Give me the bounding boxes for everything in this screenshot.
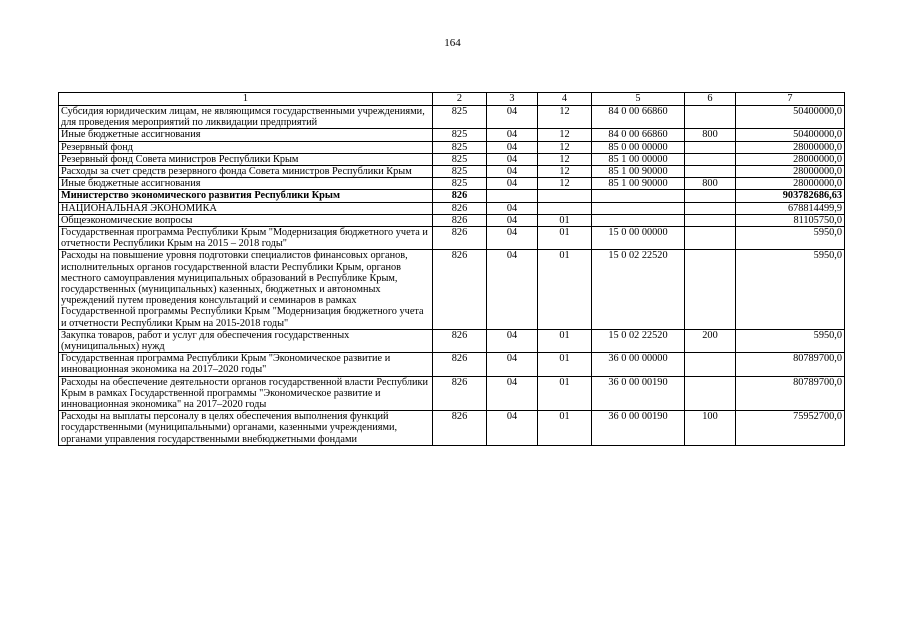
row-name: Субсидия юридическим лицам, не являющимся государственными учреждениями, для проведения мероприятий по ликвидации предприятий (59, 106, 433, 129)
table-row (59, 214, 845, 226)
subsection-code: 01 (538, 214, 592, 226)
column-header-4: 4 (538, 93, 592, 106)
target-article-code: 85 1 00 90000 (592, 178, 685, 190)
target-article-code: 85 1 00 90000 (592, 166, 685, 178)
row-amount: 75952700,0 (736, 411, 845, 446)
expense-type-code: 800 (685, 129, 736, 141)
expense-type-code (685, 190, 736, 202)
row-name: Закупка товаров, работ и услуг для обеспечения государственных (муниципальных) нужд (59, 329, 433, 352)
expense-type-code (685, 353, 736, 376)
row-name: Расходы на обеспечение деятельности органов государственной власти Республики Крым в рамках Государственной программы "Экономическое развитие и инновационная экономика" на 2017–2020 годы (59, 376, 433, 411)
row-amount: 28000000,0 (736, 178, 845, 190)
target-article-code (592, 214, 685, 226)
subsection-code: 01 (538, 250, 592, 329)
section-code: 04 (487, 227, 538, 250)
row-name: Иные бюджетные ассигнования (59, 178, 433, 190)
column-header-7: 7 (736, 93, 845, 106)
section-code: 04 (487, 153, 538, 165)
target-article-code: 84 0 00 66860 (592, 129, 685, 141)
row-name: Государственная программа Республики Крым "Модернизация бюджетного учета и отчетности Республики Крым на 2015 – 2018 годы" (59, 227, 433, 250)
ministry-code: 826 (433, 353, 487, 376)
expense-type-code (685, 376, 736, 411)
subsection-code: 01 (538, 227, 592, 250)
ministry-code: 826 (433, 250, 487, 329)
column-header-6: 6 (685, 93, 736, 106)
row-amount: 5950,0 (736, 250, 845, 329)
budget-table (58, 92, 845, 446)
section-code: 04 (487, 129, 538, 141)
section-code: 04 (487, 166, 538, 178)
section-code: 04 (487, 329, 538, 352)
expense-type-code: 800 (685, 178, 736, 190)
table-row (59, 227, 845, 250)
target-article-code: 15 0 00 00000 (592, 227, 685, 250)
ministry-code: 826 (433, 411, 487, 446)
table-row (59, 141, 845, 153)
table-row (59, 190, 845, 202)
expense-type-code: 200 (685, 329, 736, 352)
row-amount: 50400000,0 (736, 106, 845, 129)
expense-type-code (685, 106, 736, 129)
row-amount: 28000000,0 (736, 166, 845, 178)
row-name: Расходы на выплаты персоналу в целях обеспечения выполнения функций государственными (муниципальными) органами, казенными учреждениями, органами управления государственными внебюджетными фондами (59, 411, 433, 446)
section-code: 04 (487, 353, 538, 376)
row-name: НАЦИОНАЛЬНАЯ ЭКОНОМИКА (59, 202, 433, 214)
expense-type-code (685, 141, 736, 153)
subsection-code (538, 190, 592, 202)
table-row (59, 153, 845, 165)
table-row (59, 178, 845, 190)
table-row (59, 202, 845, 214)
section-code: 04 (487, 214, 538, 226)
section-code (487, 190, 538, 202)
ministry-code: 825 (433, 166, 487, 178)
row-amount: 28000000,0 (736, 153, 845, 165)
row-name: Расходы за счет средств резервного фонда Совета министров Республики Крым (59, 166, 433, 178)
expense-type-code: 100 (685, 411, 736, 446)
ministry-code: 825 (433, 153, 487, 165)
ministry-code: 825 (433, 129, 487, 141)
page-number: 164 (444, 37, 461, 49)
table-row (59, 376, 845, 411)
table-header-row (59, 93, 845, 106)
row-amount: 903782686,63 (736, 190, 845, 202)
expense-type-code (685, 166, 736, 178)
expense-type-code (685, 214, 736, 226)
subsection-code: 12 (538, 178, 592, 190)
column-header-5: 5 (592, 93, 685, 106)
table-row (59, 166, 845, 178)
target-article-code: 36 0 00 00190 (592, 376, 685, 411)
section-code: 04 (487, 178, 538, 190)
target-article-code (592, 202, 685, 214)
expense-type-code (685, 250, 736, 329)
row-name: Расходы на повышение уровня подготовки специалистов финансовых органов, исполнительных органов государственной власти Республики Крым, органов местного самоуправления муниципальных образований в Республике Крым, государственных (муниципальных) казенных, бюджетных и автономных учреждений путем проведения консультаций и семинаров в рамках Государственной программы Республики Крым "Модернизация бюджетного учета и отчетности Республики Крым на 2015-2018 годы" (59, 250, 433, 329)
row-amount: 50400000,0 (736, 129, 845, 141)
row-name: Иные бюджетные ассигнования (59, 129, 433, 141)
ministry-code: 826 (433, 190, 487, 202)
section-code: 04 (487, 106, 538, 129)
row-name: Государственная программа Республики Крым "Экономическое развитие и инновационная экономика на 2017–2020 годы" (59, 353, 433, 376)
target-article-code: 15 0 02 22520 (592, 329, 685, 352)
row-amount: 5950,0 (736, 227, 845, 250)
row-name: Резервный фонд Совета министров Республики Крым (59, 153, 433, 165)
ministry-code: 826 (433, 376, 487, 411)
subsection-code: 12 (538, 141, 592, 153)
subsection-code: 01 (538, 329, 592, 352)
expense-type-code (685, 153, 736, 165)
section-code: 04 (487, 250, 538, 329)
row-name: Резервный фонд (59, 141, 433, 153)
column-header-1: 1 (59, 93, 433, 106)
table-row (59, 411, 845, 446)
row-name: Общеэкономические вопросы (59, 214, 433, 226)
expense-type-code (685, 227, 736, 250)
target-article-code: 85 0 00 00000 (592, 141, 685, 153)
expense-type-code (685, 202, 736, 214)
row-amount: 28000000,0 (736, 141, 845, 153)
subsection-code: 12 (538, 129, 592, 141)
ministry-code: 825 (433, 106, 487, 129)
subsection-code: 01 (538, 376, 592, 411)
table-row (59, 250, 845, 329)
column-header-2: 2 (433, 93, 487, 106)
row-amount: 678814499,9 (736, 202, 845, 214)
subsection-code (538, 202, 592, 214)
row-amount: 5950,0 (736, 329, 845, 352)
subsection-code: 12 (538, 153, 592, 165)
subsection-code: 12 (538, 166, 592, 178)
table-row (59, 129, 845, 141)
table-body (59, 106, 845, 446)
row-amount: 80789700,0 (736, 353, 845, 376)
row-amount: 81105750,0 (736, 214, 845, 226)
table-row (59, 353, 845, 376)
row-name: Министерство экономического развития Республики Крым (59, 190, 433, 202)
ministry-code: 825 (433, 178, 487, 190)
ministry-code: 826 (433, 202, 487, 214)
subsection-code: 12 (538, 106, 592, 129)
row-amount: 80789700,0 (736, 376, 845, 411)
ministry-code: 825 (433, 141, 487, 153)
target-article-code: 85 1 00 00000 (592, 153, 685, 165)
target-article-code: 15 0 02 22520 (592, 250, 685, 329)
subsection-code: 01 (538, 353, 592, 376)
table-row (59, 329, 845, 352)
subsection-code: 01 (538, 411, 592, 446)
ministry-code: 826 (433, 227, 487, 250)
ministry-code: 826 (433, 214, 487, 226)
target-article-code (592, 190, 685, 202)
section-code: 04 (487, 376, 538, 411)
table-row (59, 106, 845, 129)
ministry-code: 826 (433, 329, 487, 352)
section-code: 04 (487, 411, 538, 446)
target-article-code: 84 0 00 66860 (592, 106, 685, 129)
target-article-code: 36 0 00 00000 (592, 353, 685, 376)
section-code: 04 (487, 202, 538, 214)
section-code: 04 (487, 141, 538, 153)
column-header-3: 3 (487, 93, 538, 106)
target-article-code: 36 0 00 00190 (592, 411, 685, 446)
